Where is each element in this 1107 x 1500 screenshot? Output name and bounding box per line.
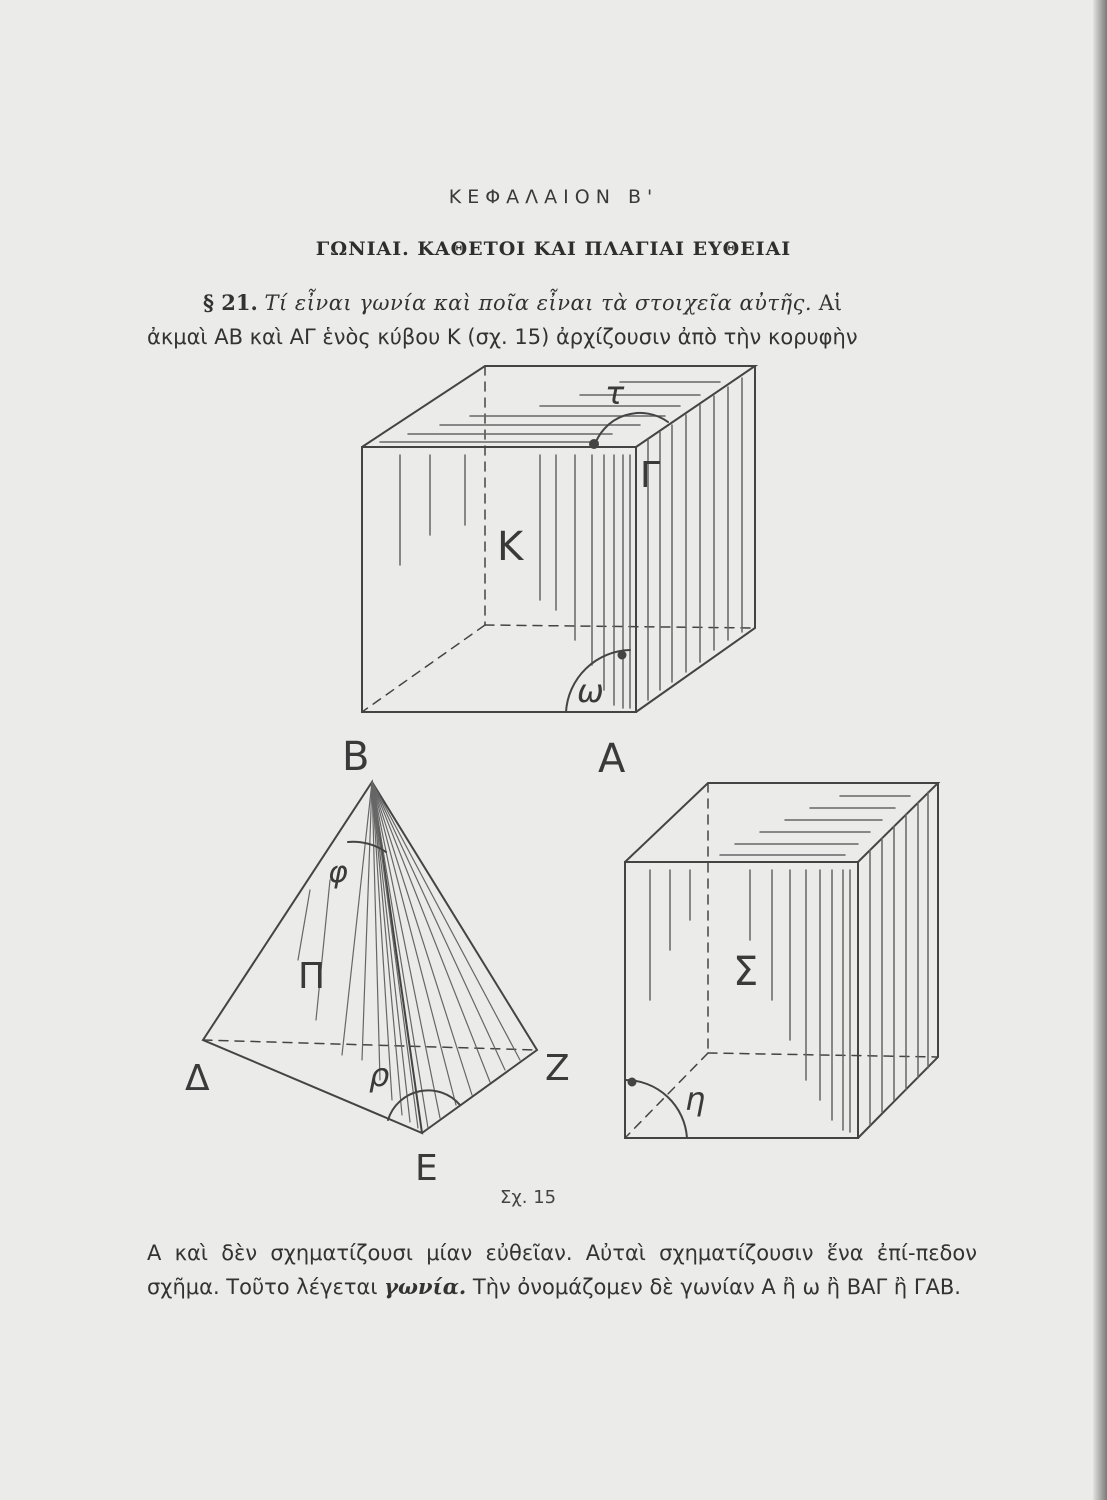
intro-line2: ἀκμαὶ ΑΒ καὶ ΑΓ ἑνὸς κύβου Κ (σχ. 15) ἀρχίζουσιν ἀπὸ τὴν κορυφὴν bbox=[147, 325, 858, 349]
cube-sigma-hidden-edges bbox=[625, 783, 938, 1138]
cube-k-hatching bbox=[380, 378, 742, 708]
label-eta: η bbox=[685, 1080, 706, 1118]
body-term: γωνία. bbox=[384, 1274, 467, 1299]
cube-k bbox=[362, 366, 755, 712]
angle-omega-marker bbox=[619, 652, 626, 659]
label-sigma: Σ bbox=[733, 949, 759, 995]
label-phi: φ bbox=[328, 855, 348, 890]
label-b: Β bbox=[342, 734, 370, 780]
cube-sigma-top bbox=[625, 783, 938, 862]
cube-k-side bbox=[636, 366, 755, 712]
body-text-2: Τὴν ὀνομάζομεν δὲ γωνίαν Α ἢ ω ἢ ΒΑΓ ἢ ΓΑΒ. bbox=[472, 1275, 961, 1299]
angle-tau-marker bbox=[590, 440, 598, 448]
section-heading: Τί εἶναι γωνία καὶ ποῖα εἶναι τὰ στοιχεῖα αὐτῆς. bbox=[264, 291, 813, 315]
label-tau: τ bbox=[605, 374, 625, 412]
label-delta: Δ bbox=[185, 1058, 210, 1099]
pyramid-hatching bbox=[298, 782, 520, 1128]
label-k: Κ bbox=[497, 524, 524, 570]
chapter-title: ΓΩΝΙΑΙ. ΚΑΘΕΤΟΙ ΚΑΙ ΠΛΑΓΙΑΙ ΕΥΘΕΙΑΙ bbox=[315, 238, 792, 260]
body-paragraph bbox=[147, 1237, 977, 1304]
label-gamma: Γ bbox=[640, 455, 661, 496]
figure-caption: Σχ. 15 bbox=[500, 1187, 557, 1208]
section-number: § 21. bbox=[203, 290, 258, 315]
label-zeta: Ζ bbox=[545, 1048, 570, 1089]
label-a: Α bbox=[598, 736, 626, 782]
angle-tau-arc bbox=[594, 413, 668, 447]
label-omega: ω bbox=[577, 672, 604, 710]
cube-k-hidden-edges bbox=[362, 366, 755, 712]
angle-eta-arc bbox=[625, 1080, 687, 1138]
angle-eta-marker bbox=[629, 1079, 636, 1086]
cube-sigma-front bbox=[625, 862, 858, 1138]
label-epsilon: Ε bbox=[415, 1148, 438, 1189]
body-text-1: Α καὶ δὲν σχηματίζουσι μίαν εὐθεῖαν. Αὐταὶ σχηματίζουσιν ἕνα ἐπί-πεδον σχῆμα. Τοῦτο λέγεται bbox=[147, 1241, 977, 1299]
label-pi: Π bbox=[298, 956, 326, 997]
pyramid-hidden-edge bbox=[203, 1040, 537, 1050]
cube-sigma bbox=[625, 783, 938, 1138]
label-rho: ρ bbox=[369, 1056, 390, 1094]
chapter-heading: ΚΕΦΑΛΑΙΟΝ Β' bbox=[448, 186, 659, 208]
intro-line1-rest: Αἱ bbox=[818, 291, 843, 315]
